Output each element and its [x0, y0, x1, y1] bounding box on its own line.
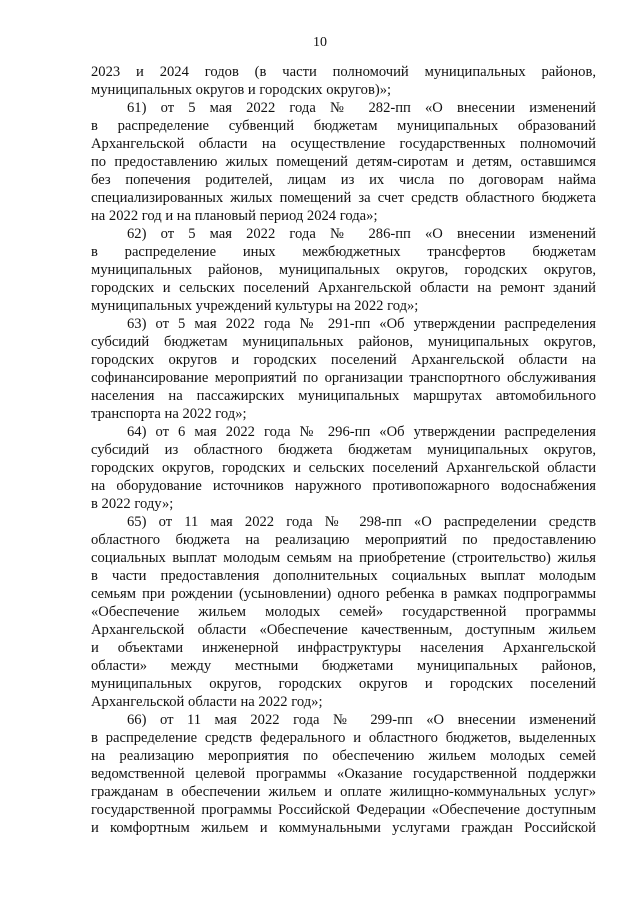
text-line: в 2022 году»; [91, 496, 174, 512]
text-line: государственной программы Российской Федерации «Обеспечение доступным [91, 802, 596, 818]
text-line: населения на пассажирских муниципальных маршрутах автомобильного [91, 388, 596, 404]
text-line: на оборудование источников наружного противопожарного водоснабжения [91, 478, 596, 494]
text-line: семьям при рождении (усыновлении) одного ребенка в рамках подпрограммы [91, 586, 596, 602]
text-line: по предоставлению жилых помещений детям-сиротам и детям, оставшимся [91, 154, 596, 170]
text-line: без попечения родителей, лицам из их числа по договорам найма [91, 172, 596, 188]
text-line: ведомственной целевой программы «Оказание государственной поддержки [91, 766, 596, 782]
text-line: муниципальных округов, городских округов и городских поселений [91, 676, 596, 692]
text-line: 2023 и 2024 годов (в части полномочий муниципальных районов, [91, 64, 596, 80]
text-line: и комфортным жильем и коммунальными услугами граждан Российской [91, 820, 596, 836]
document-body [91, 63, 596, 837]
page-number: 10 [313, 35, 327, 50]
text-line: гражданам в обеспечении жильем и оплате жилищно-коммунальных услуг» [91, 784, 596, 800]
text-line: 66) от 11 мая 2022 года № 299-пп «О внесении изменений [127, 712, 596, 728]
text-line: Архангельской области на 2022 год»; [91, 694, 323, 710]
text-line: областного бюджета на реализацию мероприятий по предоставлению [91, 532, 596, 548]
text-line: на 2022 год и на плановый период 2024 года»; [91, 208, 378, 224]
text-line: субсидий из областного бюджета бюджетам муниципальных округов, [91, 442, 596, 458]
text-line: и объектами инженерной инфраструктуры населения Архангельской [91, 640, 596, 656]
text-line: городских округов, городских и сельских поселений Архангельской области [91, 460, 596, 476]
text-line: Архангельской области на осуществление государственных полномочий [91, 136, 596, 152]
text-line: социальных выплат молодым семьям на приобретение (строительство) жилья [91, 550, 596, 566]
text-line: в распределение иных межбюджетных трансфертов бюджетам [91, 244, 596, 260]
text-line: в распределение субвенций бюджетам муниципальных образований [91, 118, 596, 134]
text-line: «Обеспечение жильем молодых семей» государственной программы [91, 604, 596, 620]
text-line: 62) от 5 мая 2022 года № 286-пп «О внесении изменений [127, 226, 596, 242]
text-line: софинансирование мероприятий по организации транспортного обслуживания [91, 370, 596, 386]
text-line: муниципальных районов, муниципальных округов, городских округов, [91, 262, 596, 278]
text-line: субсидий бюджетам муниципальных районов, муниципальных округов, [91, 334, 596, 350]
text-line: муниципальных округов и городских округов)»; [91, 82, 392, 98]
text-line: городских округов и городских поселений Архангельской области на [91, 352, 596, 368]
text-line: 65) от 11 мая 2022 года № 298-пп «О распределении средств [127, 514, 596, 530]
text-line: 64) от 6 мая 2022 года № 296-пп «Об утверждении распределения [127, 424, 596, 440]
text-line: в распределение средств федерального и областного бюджетов, выделенных [91, 730, 596, 746]
text-line: 63) от 5 мая 2022 года № 291-пп «Об утверждении распределения [127, 316, 596, 332]
text-line: 61) от 5 мая 2022 года № 282-пп «О внесении изменений [127, 100, 596, 116]
text-line: области» между местными бюджетами муниципальных районов, [91, 658, 596, 674]
text-line: транспорта на 2022 год»; [91, 406, 247, 422]
text-line: специализированных жилых помещений за счет средств областного бюджета [91, 190, 596, 206]
text-line: на реализацию мероприятия по обеспечению жильем молодых семей [91, 748, 596, 764]
text-line: в части предоставления дополнительных социальных выплат молодым [91, 568, 596, 584]
text-line: Архангельской области «Обеспечение качественным, доступным жильем [91, 622, 596, 638]
text-line: муниципальных учреждений культуры на 2022 год»; [91, 298, 419, 314]
text-line: городских и сельских поселений Архангельской области на ремонт зданий [91, 280, 596, 296]
